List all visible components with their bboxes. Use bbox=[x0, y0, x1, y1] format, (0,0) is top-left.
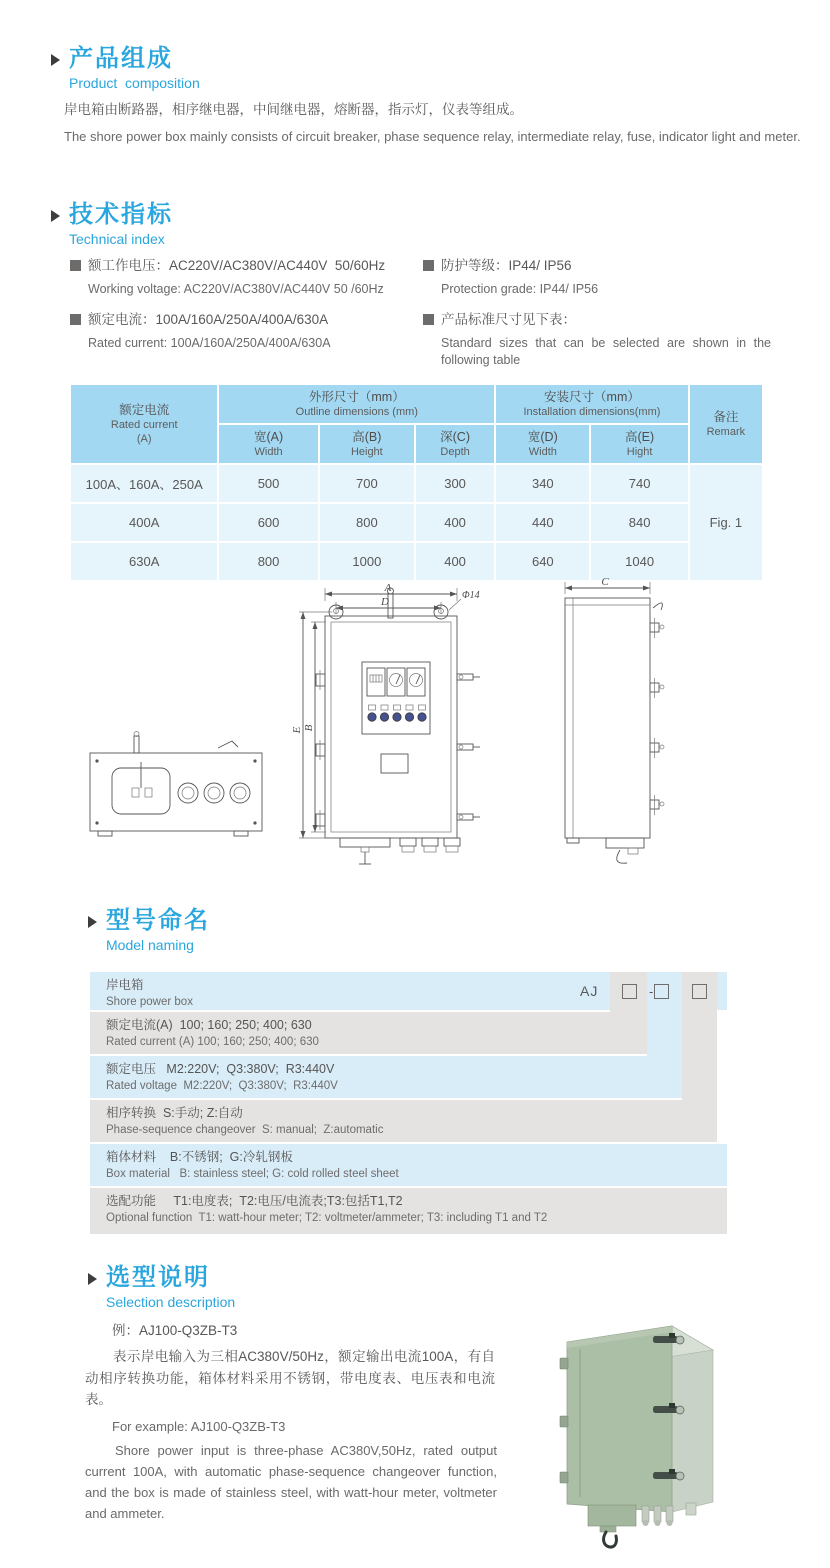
model-row-rated-voltage: 额定电压 M2:220V; Q3:380V; R3:440V Rated voltage M2:220V; Q3:380V; R3:440V bbox=[90, 1056, 682, 1098]
section-title-en: Technical index bbox=[69, 231, 165, 247]
section-model-naming-header bbox=[88, 908, 210, 953]
spec-en-text: Standard sizes that can be selected are shown in the following table bbox=[441, 336, 771, 367]
model-code-prefix: AJ bbox=[580, 983, 599, 999]
dash-label: - bbox=[649, 984, 654, 999]
page-title: 产品组成 bbox=[69, 45, 173, 72]
model-row-rated-current: 额定电流(A) 100; 160; 250; 400; 630 Rated current (A) 100; 160; 250; 400; 630 bbox=[90, 1012, 647, 1054]
spec-rated-current bbox=[70, 311, 423, 352]
placeholder-box-icon bbox=[692, 984, 707, 999]
technical-drawing bbox=[70, 578, 765, 890]
section-title-en: Selection description bbox=[106, 1294, 236, 1310]
col-header-remark: 备注 Remark bbox=[690, 385, 762, 463]
model-naming-table bbox=[90, 972, 727, 1234]
square-bullet-icon bbox=[423, 260, 434, 271]
square-bullet-icon bbox=[423, 314, 434, 325]
model-code-slot-2 bbox=[649, 984, 669, 999]
selection-body-en: Shore power input is three-phase AC380V,50Hz, rated output current 100A, with automatic phase-sequence changeover function, and the box is made of stainless steel, with watt-hour meter, voltmeter and ammeter. bbox=[85, 1443, 497, 1521]
spec-list bbox=[70, 257, 800, 378]
dim-b-label: B bbox=[303, 724, 315, 732]
model-code-slot-3 bbox=[692, 984, 707, 999]
model-row-shore-power-box: 岸电箱 Shore power box bbox=[90, 972, 610, 1010]
model-row-phase-sequence: 相序转换 S:手动; Z:自动 Phase-sequence changeover S: manual; Z:automatic bbox=[90, 1100, 717, 1142]
placeholder-box-icon bbox=[654, 984, 669, 999]
spec-protection-grade bbox=[423, 257, 768, 298]
col-header-height-e: 高(E) Hight bbox=[591, 425, 687, 463]
hook-icon bbox=[604, 1532, 617, 1547]
placeholder-box-icon bbox=[622, 984, 637, 999]
square-bullet-icon bbox=[70, 314, 81, 325]
table-row: 100A、160A、250A 500 700 300 340 740 Fig. 1 bbox=[71, 465, 762, 502]
spec-en-text: Working voltage: AC220V/AC380V/AC440V 50 /60Hz bbox=[88, 282, 384, 296]
dim-a-label: A bbox=[384, 582, 392, 594]
product-photo bbox=[530, 1300, 830, 1568]
model-row-box-material: 箱体材料 B:不锈钢; G:冷轧钢板 Box material B: stainless steel; G: cold rolled steel sheet bbox=[90, 1144, 727, 1186]
selection-example-en: For example: AJ100-Q3ZB-T3 bbox=[112, 1419, 286, 1434]
col-header-width-d: 宽(D) Width bbox=[496, 425, 589, 463]
page-title-en: Product composition bbox=[69, 75, 200, 91]
section-product-composition-header bbox=[51, 46, 200, 91]
section-technical-index-header bbox=[51, 202, 173, 247]
spec-cn-text: 产品标准尺寸见下表： bbox=[441, 312, 576, 327]
spec-cn-text: 防护等级：IP44/ IP56 bbox=[441, 258, 572, 273]
col-header-height-b: 高(B) Height bbox=[320, 425, 414, 463]
spec-cn-text: 额工作电压：AC220V/AC380V/AC440V 50/60Hz bbox=[88, 258, 386, 273]
col-header-rated-current: 额定电流 Rated current (A) bbox=[71, 385, 217, 463]
spec-cn-text: 额定电流：100A/160A/250A/400A/630A bbox=[88, 312, 329, 327]
col-group-install: 安装尺寸（mm） Installation dimensions(mm) bbox=[496, 385, 688, 423]
spec-en-text: Protection grade: IP44/ IP56 bbox=[441, 282, 599, 296]
dim-c-label: C bbox=[601, 578, 609, 588]
meter-panel bbox=[362, 662, 430, 734]
square-bullet-icon bbox=[70, 260, 81, 271]
section-title-en: Model naming bbox=[106, 937, 194, 953]
section-arrow-icon bbox=[51, 210, 60, 222]
section-title: 型号命名 bbox=[106, 907, 210, 934]
fig-reference: Fig. 1 bbox=[690, 465, 762, 580]
section-selection-header bbox=[88, 1265, 235, 1310]
size-table bbox=[69, 383, 764, 582]
section-arrow-icon bbox=[51, 54, 60, 66]
product-composition-text-cn: 岸电箱由断路器，相序继电器，中间继电器，熔断器，指示灯，仪表等组成。 bbox=[64, 102, 523, 117]
col-header-width-a: 宽(A) Width bbox=[219, 425, 317, 463]
indicator-lights bbox=[368, 705, 426, 721]
latch-icons bbox=[316, 670, 480, 830]
table-row: 400A 600 800 400 440 840 bbox=[71, 504, 762, 541]
table-row: 630A 800 1000 400 640 1040 bbox=[71, 543, 762, 580]
model-row-optional-function: 选配功能 T1:电度表; T2:电压/电流表;T3:包括T1,T2 Optional function T1: watt-hour meter; T2: voltmeter/ammeter; T3: including T1 and T2 bbox=[90, 1188, 727, 1234]
hole-dia-label: Φ14 bbox=[462, 590, 480, 601]
spec-standard-sizes bbox=[423, 311, 771, 369]
col-group-outline: 外形尺寸（mm） Outline dimensions (mm) bbox=[219, 385, 494, 423]
section-title: 选型说明 bbox=[106, 1264, 210, 1291]
model-row-end-cap bbox=[717, 972, 727, 1010]
section-arrow-icon bbox=[88, 916, 97, 928]
spec-working-voltage bbox=[70, 257, 423, 298]
dim-d-label: D bbox=[381, 596, 389, 608]
latch-icons bbox=[650, 618, 664, 815]
selection-body-cn: 表示岸电输入为三相AC380V/50Hz，额定输出电流100A，有自动相序转换功能，箱体材料采用不锈钢，带电度表、电压表和电流表。 bbox=[85, 1349, 495, 1407]
product-composition-text-en: The shore power box mainly consists of circuit breaker, phase sequence relay, intermediate relay, fuse, indicator light and meter. bbox=[64, 129, 801, 144]
model-code-slot-1 bbox=[622, 984, 637, 999]
section-title: 技术指标 bbox=[69, 201, 173, 228]
section-arrow-icon bbox=[88, 1273, 97, 1285]
col-header-depth-c: 深(C) Depth bbox=[416, 425, 494, 463]
dim-e-label: E bbox=[291, 726, 303, 734]
selection-example-cn: 例：AJ100-Q3ZB-T3 bbox=[112, 1323, 238, 1338]
spec-en-text: Rated current: 100A/160A/250A/400A/630A bbox=[88, 336, 331, 350]
